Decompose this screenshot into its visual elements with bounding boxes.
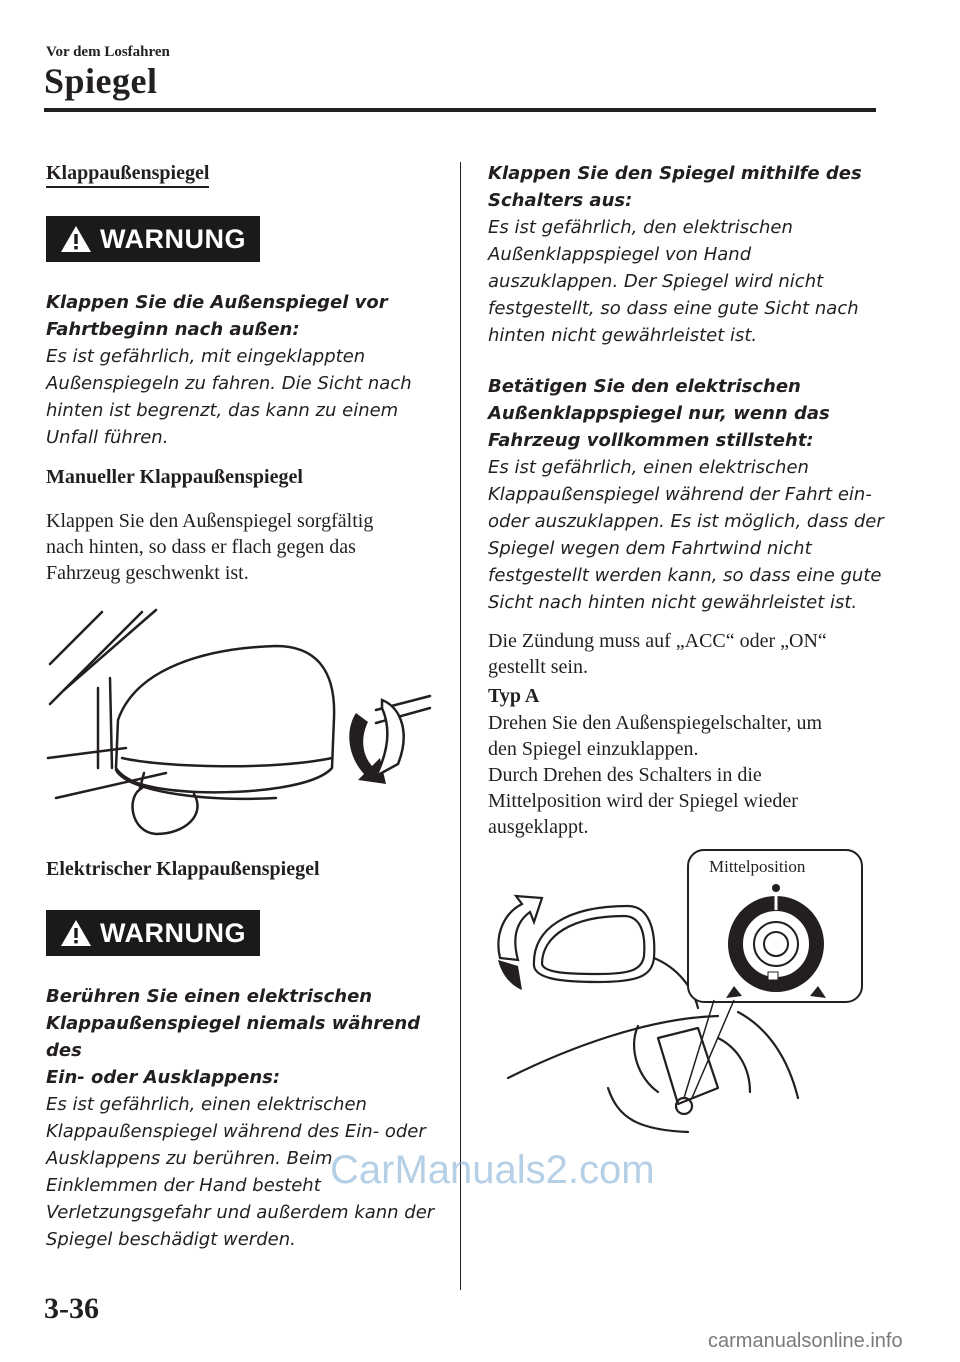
warning-4-body: Es ist gefährlich, einen elektrischen Klappaußenspiegel während der Fahrt ein- oder auszuklappen. Es ist möglich, dass der Spiegel wegen dem Fahrtwind nicht festgestellt werden kann, so dass eine gute Sicht nach hinten nicht gewährleistet ist. [488,457,884,613]
warning-label: WARNUNG [100,223,246,254]
instruction-text: Drehen Sie den Außenspiegelschalter, um den Spiegel einzuklappen. Durch Drehen des Schalters in die Mittelposition wird der Spiegel wieder ausgeklappt. [488,712,823,838]
warning-1 [46,289,446,451]
column-divider [460,162,461,1290]
title-rule [44,108,876,112]
warning-4-title: Betätigen Sie den elektrischen Außenklappspiegel nur, wenn das Fahrzeug vollkommen stillsteht: [488,376,830,451]
warning-4 [488,373,908,616]
type-label: Typ A [488,685,540,707]
breadcrumb: Vor dem Losfahren [46,44,170,60]
warning-1-title: Klappen Sie die Außenspiegel vor Fahrtbeginn nach außen: [46,292,388,340]
manual-mirror-illustration [46,608,436,848]
manual-text: Klappen Sie den Außenspiegel sorgfältig nach hinten, so dass er flach gegen das Fahrzeug geschwenkt ist. [46,510,374,584]
warning-2 [46,983,456,1253]
warning-box-2 [46,910,260,956]
warning-triangle-icon [60,224,92,254]
fold-arrow-icon [349,700,403,784]
mirror-switch-illustration [488,848,878,1138]
ignition-text: Die Zündung muss auf „ACC“ oder „ON“ gestellt sein. [488,630,827,678]
manual-heading: Manueller Klappaußenspiegel [46,466,303,488]
warning-triangle-icon [60,918,92,948]
warning-3-body: Es ist gefährlich, den elektrischen Außenklappspiegel von Hand auszuklappen. Der Spiegel wird nicht festgestellt, so dass eine gute Sicht nach hinten nicht gewährleistet ist. [488,217,859,346]
warning-3 [488,160,908,349]
fold-arrow-icon [498,896,542,990]
warning-label: WARNUNG [100,917,246,948]
watermark: CarManuals2.com [330,1148,655,1192]
warning-2-title: Berühren Sie einen elektrischen Klappaußenspiegel niemals während des Ein- oder Ausklappens: [46,986,421,1088]
electric-heading: Elektrischer Klappaußenspiegel [46,858,320,880]
warning-1-body: Es ist gefährlich, mit eingeklappten Außenspiegeln zu fahren. Die Sicht nach hinten ist begrenzt, das kann zu einem Unfall führen. [46,346,412,448]
section-title: Klappaußenspiegel [46,162,209,188]
page-number: 3-36 [44,1292,99,1325]
warning-3-title: Klappen Sie den Spiegel mithilfe des Schalters aus: [488,163,862,211]
callout-mittelposition: Mittelposition [709,857,806,876]
warning-2-body: Es ist gefährlich, einen elektrischen Klappaußenspiegel während des Ein- oder Ausklappens zu berühren. Beim Einklemmen der Hand besteht Verletzungsgefahr und außerdem kann der Spiegel beschädigt werden. [46,1094,435,1250]
footer-site: carmanualsonline.info [708,1330,903,1352]
warning-box [46,216,260,262]
page-title: Spiegel [44,61,158,101]
